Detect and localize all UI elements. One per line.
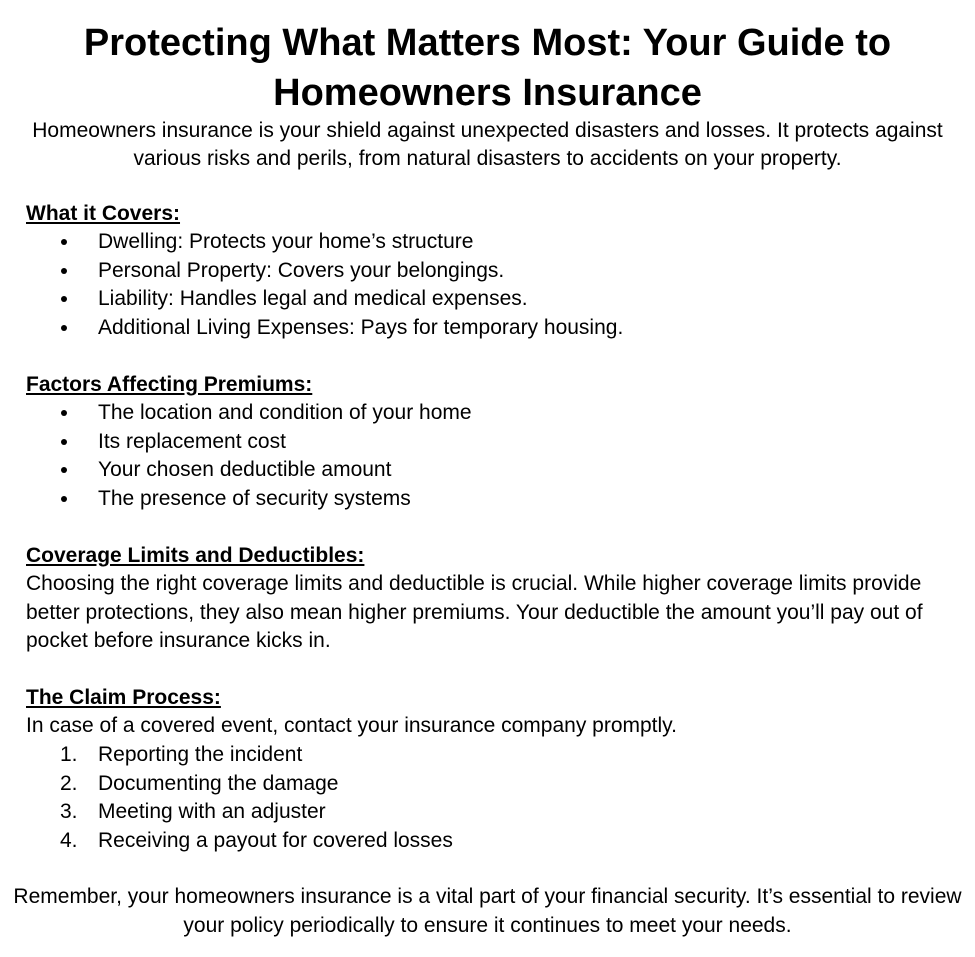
claim-heading: The Claim Process: [26, 686, 221, 709]
claim-steps-list [0, 741, 453, 855]
bullet-icon [61, 239, 67, 245]
list-item: 3. Meeting with an adjuster [60, 800, 326, 823]
closing-paragraph: Remember, your homeowners insurance is a vital part of your financial security. It’s essential to review your policy periodically to ensure it continues to meet your needs. [13, 885, 962, 937]
bullet-icon [61, 268, 67, 274]
claim-paragraph: In case of a covered event, contact your insurance company promptly. [26, 714, 677, 737]
bullet-icon [61, 496, 67, 502]
list-item: 2. Documenting the damage [60, 771, 339, 795]
bullet-icon [61, 467, 67, 473]
page-title: Protecting What Matters Most: Your Guide to Homeowners Insurance [83, 22, 892, 114]
bullet-icon [61, 296, 67, 302]
list-item: Its replacement cost [0, 428, 472, 457]
covers-heading: What it Covers: [26, 202, 181, 225]
intro-paragraph: Homeowners insurance is your shield against unexpected disasters and losses. It protects against various risks and perils, from natural disasters to accidents on your property. [32, 119, 943, 170]
bullet-icon [61, 325, 67, 331]
list-item: The presence of security systems [0, 485, 472, 514]
premiums-list [0, 399, 472, 513]
bullet-icon [61, 410, 67, 416]
list-item: 4. Receiving a payout for covered losses [60, 828, 453, 852]
list-item: Additional Living Expenses: Pays for temporary housing. [0, 314, 623, 343]
limits-paragraph: Choosing the right coverage limits and deductible is crucial. While higher coverage limits provide better protections, they also mean higher premiums. Your deductible the amount you’ll pay out of pocket before insurance kicks in. [26, 572, 923, 652]
limits-heading: Coverage Limits and Deductibles: [26, 544, 365, 567]
list-item: Personal Property: Covers your belongings. [0, 257, 623, 286]
bullet-icon [61, 439, 67, 445]
list-item: Dwelling: Protects your home’s structure [0, 228, 623, 257]
list-item: Liability: Handles legal and medical expenses. [0, 285, 623, 314]
premiums-heading: Factors Affecting Premiums: [26, 373, 313, 396]
covers-list [0, 228, 623, 342]
list-item: 1. Reporting the incident [60, 743, 303, 766]
list-item: The location and condition of your home [0, 399, 472, 428]
list-item: Your chosen deductible amount [0, 456, 472, 485]
